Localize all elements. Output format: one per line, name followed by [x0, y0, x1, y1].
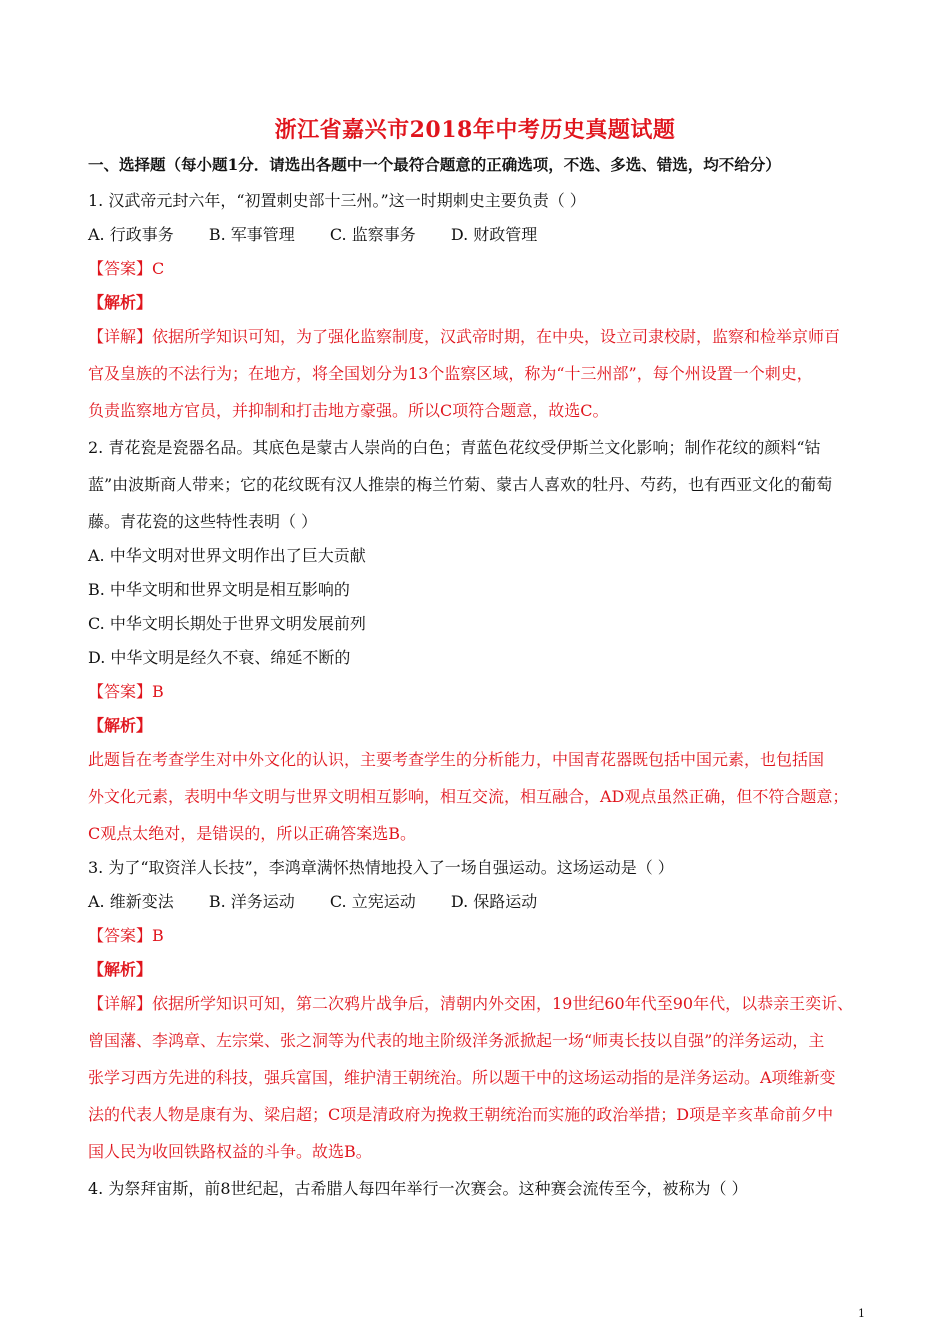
section-heading: 一、选择题（每小题1分．请选出各题中一个最符合题意的正确选项，不选、多选、错选，均不给分） — [88, 155, 781, 174]
option-d: D. 中华文明是经久不衰、绵延不断的 — [88, 648, 351, 667]
question-2-stem: 2. 青花瓷是瓷器名品。其底色是蒙古人崇尚的白色；青蓝色花纹受伊斯兰文化影响；制作花纹的颜料“钴 — [88, 438, 821, 457]
option-c: C. 立宪运动 — [329, 892, 416, 911]
option-d: D. 财政管理 — [450, 225, 538, 244]
answer-label: 【答案】B — [88, 926, 164, 945]
question-3-options — [88, 889, 878, 912]
page-number: 1 — [858, 1307, 865, 1320]
option-b: B. 军事管理 — [208, 225, 295, 244]
option-b: B. 洋务运动 — [208, 892, 295, 911]
option-a: A. 行政事务 — [88, 225, 174, 244]
explanation-line: 【详解】依据所学知识可知，为了强化监察制度，汉武帝时期，在中央，设立司隶校尉，监察和检举京师百 — [88, 327, 841, 346]
answer-label: 【答案】C — [88, 259, 165, 278]
explanation-line: 张学习西方先进的科技，强兵富国，维护清王朝统治。所以题干中的这场运动指的是洋务运动。A项维新变 — [88, 1068, 836, 1087]
explanation-line: C观点太绝对，是错误的，所以正确答案选B。 — [88, 824, 417, 843]
analysis-label: 【解析】 — [88, 960, 153, 979]
option-c: C. 监察事务 — [329, 225, 416, 244]
option-d: D. 保路运动 — [450, 892, 538, 911]
explanation-line: 负责监察地方官员，并抑制和打击地方豪强。所以C项符合题意，故选C。 — [88, 401, 609, 420]
explanation-line: 此题旨在考查学生对中外文化的认识，主要考查学生的分析能力，中国青花器既包括中国元素，也包括国 — [88, 750, 825, 769]
option-a: A. 维新变法 — [88, 892, 174, 911]
answer-label: 【答案】B — [88, 682, 164, 701]
analysis-label: 【解析】 — [88, 716, 153, 735]
analysis-label: 【解析】 — [88, 293, 153, 312]
question-1-options — [88, 222, 878, 245]
explanation-line: 曾国藩、李鸿章、左宗棠、张之洞等为代表的地主阶级洋务派掀起一场“师夷长技以自强”的洋务运动，主 — [88, 1031, 825, 1050]
question-1-stem: 1. 汉武帝元封六年，“初置刺史部十三州。”这一时期刺史主要负责（ ） — [88, 191, 586, 210]
question-3-stem: 3. 为了“取资洋人长技”，李鸿章满怀热情地投入了一场自强运动。这场运动是（ ） — [88, 858, 674, 877]
explanation-line: 外文化元素，表明中华文明与世界文明相互影响，相互交流，相互融合，AD观点虽然正确，但不符合题意； — [88, 787, 849, 806]
option-c: C. 中华文明长期处于世界文明发展前列 — [88, 614, 366, 633]
explanation-line: 官及皇族的不法行为；在地方，将全国划分为13个监察区域，称为“十三州部”，每个州设置一个刺史， — [88, 364, 813, 383]
page-title: 浙江省嘉兴市2018年中考历史真题试题 — [274, 117, 676, 143]
option-b: B. 中华文明和世界文明是相互影响的 — [88, 580, 350, 599]
question-2-stem: 藤。青花瓷的这些特性表明（ ） — [88, 512, 318, 531]
option-a: A. 中华文明对世界文明作出了巨大贡献 — [88, 546, 366, 565]
explanation-line: 法的代表人物是康有为、梁启超；C项是清政府为挽救王朝统治而实施的政治举措；D项是辛亥革命前夕中 — [88, 1105, 834, 1124]
explanation-line: 【详解】依据所学知识可知，第二次鸦片战争后，清朝内外交困，19世纪60年代至90年代，以恭亲王奕䜣、 — [88, 994, 854, 1013]
question-4-stem: 4. 为祭拜宙斯，前8世纪起，古希腊人每四年举行一次赛会。这种赛会流传至今，被称为（ ） — [88, 1179, 748, 1198]
question-2-stem: 蓝”由波斯商人带来；它的花纹既有汉人推崇的梅兰竹菊、蒙古人喜欢的牡丹、芍药，也有西亚文化的葡萄 — [88, 475, 833, 494]
explanation-line: 国人民为收回铁路权益的斗争。故选B。 — [88, 1142, 372, 1161]
